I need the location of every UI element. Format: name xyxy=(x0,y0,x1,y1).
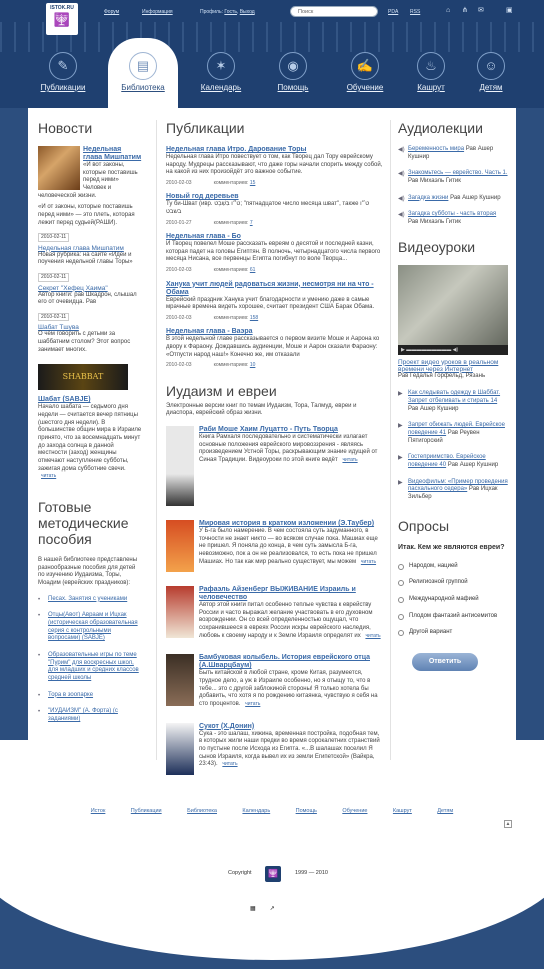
book-title[interactable]: Сукот (Х.Донин) xyxy=(199,722,255,730)
methodical-intro: В нашей библиотеке представлены разнообразные пособия для детей по изучению Иудаизма, Торы, Моадим (еврейских праздников): xyxy=(38,556,138,586)
read-more-link[interactable]: читать xyxy=(342,457,358,464)
speaker-icon: ◀) xyxy=(398,195,405,202)
footer-nav xyxy=(28,808,516,815)
poll-option-label: Народом, нацией xyxy=(409,562,458,569)
video-icon: ▶ xyxy=(398,479,403,486)
footer-link[interactable]: Исток xyxy=(90,808,106,814)
news-item xyxy=(38,285,142,325)
methodical-link[interactable]: "ИУДАИЗМ" (А. Форта) (с заданиями) xyxy=(48,708,118,723)
footer-link[interactable]: Детям xyxy=(437,808,454,814)
news-text: «И вот законы, которые поставишь перед ними» Человек и человеческой жизни. xyxy=(38,162,138,199)
nav-label: Библиотека xyxy=(121,83,165,92)
logout-link[interactable]: Выход xyxy=(239,9,255,15)
news-text: Новая рубрика: на сайте «Идеи и поучения недельной главы Торы» xyxy=(38,251,133,266)
poll-option-label: Другой вариант xyxy=(409,629,453,636)
book-text-body: У Б-га было намерение. В чем состояла суть задуманного, в точности не знает никто — во всяком случае пока. Машиах еще не пришел. Я поняла до конца, в чем суть замысла Б-га, невозможно, пок а он не реализовался, то есть пока не пришел Машиах. Но так как мир реально существует, мы можем xyxy=(199,528,378,565)
comments-count[interactable]: 61 xyxy=(249,267,256,274)
publication-date: 2010-01-27 xyxy=(166,219,192,226)
lectures-heading: Аудиолекции xyxy=(398,120,483,136)
poll-option[interactable] xyxy=(398,613,508,621)
video-link[interactable]: Как следывать одежду в Шаббат. Запрет отбеливать и стирать 14 xyxy=(408,390,501,405)
search-input[interactable]: Поиск xyxy=(290,6,378,17)
poll-heading: Опросы xyxy=(398,517,450,534)
book-text-body: Автор этой книги питал особенно теплые чувства к еврейству России и часто выражал желание участвовать в его духовном возрождении. Он со всей определенностью ощущал, что сохранившееся в евреях России искры еврейского наследия, любовь к своему народу и к Земле Израиля определят их xyxy=(199,602,373,639)
read-more-link[interactable]: читать xyxy=(41,473,57,480)
poll-option[interactable] xyxy=(398,563,508,571)
copyright-years: 1999 — 2010 xyxy=(294,870,328,877)
lecture-item xyxy=(398,170,508,185)
lecture-author: Рав Ашер Кушнир xyxy=(408,146,494,160)
speaker-icon: ◀) xyxy=(398,171,405,178)
nav-kids[interactable] xyxy=(456,48,526,108)
news-date: 2010-02-11 xyxy=(38,233,69,241)
book-item xyxy=(166,723,383,775)
arrow-icon[interactable]: ↗ xyxy=(269,906,275,912)
book-text xyxy=(199,434,383,465)
video-controls[interactable]: ▶ ▬▬▬▬▬▬▬▬▬ ◀) xyxy=(398,345,508,355)
publication-text: Ту би-Шват (ивр. ט״ו בִּשְׁבָט; "пятнадцатое число месяца шват", также ט״ו בשבט xyxy=(166,201,370,216)
book-title[interactable]: Мировая история в кратком изложении (Э.Таубер) xyxy=(199,520,375,528)
nav-label: Детям xyxy=(479,83,503,92)
header: ISTOK.RU 🕎 Форум Информация Профиль: Гость, Выход Поиск PDA RSS ⌂ ⋔ ✉ ▣ ✎ Публикации ▤ Библиотека ✶ Календарь ◉ Помощь ✍ Обучение ♨ Кашрут ☺ Детям xyxy=(0,0,544,108)
news-heading: Новости xyxy=(38,120,93,136)
video-item xyxy=(398,454,508,469)
methodical-link[interactable]: Образовательные игры по теме "Пурим" для воскресных школ, для младших и средних классов средней школы xyxy=(48,652,139,682)
lecture-author: Рав Михаэль Гитик xyxy=(408,219,461,226)
comments-label: комментариев: xyxy=(213,219,249,226)
publication-date: 2010-02-03 xyxy=(166,314,192,321)
news-item xyxy=(38,324,142,354)
news-text: О чём говорить с детьми за шаббатним столом? Этот вопрос занимает многих. xyxy=(38,331,131,353)
books-icon: ▤ xyxy=(129,52,157,80)
book-item xyxy=(166,520,383,572)
news-title[interactable]: Шабат Тшува xyxy=(38,324,79,332)
book-text xyxy=(199,731,383,769)
publication-item xyxy=(166,233,383,273)
bullet-icon: • xyxy=(38,709,41,716)
publication-date: 2010-02-03 xyxy=(166,180,192,187)
nav-label: Кашрут xyxy=(417,83,445,92)
kids-icon: ☺ xyxy=(477,52,505,80)
lecture-link[interactable]: Загадка субботы - часть вторая xyxy=(408,211,497,218)
profile-label: Профиль: xyxy=(200,9,223,15)
nav-calendar[interactable] xyxy=(186,48,256,108)
nav-label: Помощь xyxy=(277,83,309,92)
right-column xyxy=(398,120,508,671)
book-cover[interactable] xyxy=(166,723,194,775)
mail-icon[interactable]: ✉ xyxy=(478,7,484,14)
methodical-link[interactable]: Отцы(Авот) Авраам и Ицхак (историческая образовательная серия с контрольными вопросами) (SABJE) xyxy=(48,612,138,642)
vote-button[interactable]: Ответить xyxy=(412,653,478,671)
radio-button[interactable] xyxy=(398,580,404,586)
book-text xyxy=(199,670,383,708)
radio-button[interactable] xyxy=(398,614,404,620)
judaism-intro: Электронные версии книг по темам Иудаизм, Тора, Талмуд, евреи и диаспора, еврейский образ жизни. xyxy=(166,402,357,417)
book-text xyxy=(199,602,383,640)
scroll-top-icon[interactable]: ▲ xyxy=(505,821,511,827)
copyright-label: Copyright xyxy=(228,870,252,877)
video-author: Рав Ашер Кушнир xyxy=(447,462,499,469)
video-player[interactable] xyxy=(398,265,508,355)
news-image[interactable] xyxy=(38,146,80,190)
videos-heading: Видеоуроки xyxy=(398,238,476,255)
kashrut-icon: ♨ xyxy=(417,52,445,80)
copyright-block xyxy=(228,866,328,882)
video-author: Рав Реувен Пятигорский xyxy=(408,430,480,444)
radio-button[interactable] xyxy=(398,564,404,570)
info-link[interactable]: Информация xyxy=(142,9,173,15)
book-title[interactable]: Бамбуковая колыбель. История еврейского отца (А.Шварцбаум) xyxy=(199,654,370,670)
calendar-icon: ✶ xyxy=(207,52,235,80)
nav-label: Календарь xyxy=(200,83,242,92)
methodical-item xyxy=(38,612,142,643)
methodical-list xyxy=(38,596,142,724)
book-text xyxy=(199,528,383,566)
shabat-text xyxy=(38,404,142,481)
book-cover[interactable] xyxy=(166,654,194,706)
pda-link[interactable]: PDA xyxy=(388,9,399,15)
video-main-author: Рав Гедалья Горфельд, Рязань xyxy=(398,372,486,379)
nav-library[interactable] xyxy=(108,38,178,108)
publication-title[interactable]: Недельная глава Итро. Дарование Торы xyxy=(166,146,307,153)
video-item xyxy=(398,422,508,445)
footer-logo-icon[interactable]: 🕎 xyxy=(265,866,281,882)
sitemap-icon[interactable]: ⋔ xyxy=(462,7,468,14)
lecture-link[interactable]: Знакомьтесь — еврейство. Часть 1. xyxy=(408,170,508,177)
methodical-item xyxy=(38,652,142,683)
methodical-item xyxy=(38,692,142,700)
radio-button[interactable] xyxy=(398,630,404,636)
publication-title[interactable]: Недельная глава - Бо xyxy=(166,233,241,241)
counter-icon[interactable]: ▦ xyxy=(250,906,256,912)
radio-button[interactable] xyxy=(398,597,404,603)
news-title[interactable]: Секрет "Хефец Хаима" xyxy=(38,284,108,292)
forum-link[interactable]: Форум xyxy=(104,9,120,15)
help-icon: ◉ xyxy=(279,52,307,80)
comments-count[interactable]: 10 xyxy=(249,362,256,369)
footer-link[interactable]: Публикации xyxy=(130,808,162,814)
video-item xyxy=(398,390,508,413)
bullet-icon: • xyxy=(38,613,41,620)
read-more-link[interactable]: читать xyxy=(360,558,377,565)
book-item xyxy=(166,654,383,708)
speaker-icon: ◀) xyxy=(398,147,405,153)
methodical-link[interactable]: Тора в зоопарке xyxy=(48,691,94,698)
methodical-link[interactable]: Песах. Занятия с учениками xyxy=(48,595,128,602)
publication-title[interactable]: Недельная глава - Ваэра xyxy=(166,328,253,336)
video-icon: ▶ xyxy=(398,455,403,462)
print-icon[interactable]: ▣ xyxy=(506,7,513,14)
news-text-extra: «И от законы, которые поставишь перед ними» — это плеть, которая лежит перед судьей(РАШИ). xyxy=(38,204,135,226)
footer-link[interactable]: Библиотека xyxy=(187,808,217,814)
methodical-item xyxy=(38,596,142,604)
news-title[interactable]: Недельная глава Мишпатим xyxy=(83,146,142,161)
methodical-heading: Готовые методические пособия xyxy=(38,498,129,547)
poll-option[interactable] xyxy=(398,629,508,637)
lecture-item xyxy=(398,195,508,203)
lecture-item xyxy=(398,146,508,161)
book-cover[interactable] xyxy=(166,520,194,572)
footer-link[interactable]: Кашрут xyxy=(392,808,412,814)
main-content xyxy=(28,108,516,828)
publication-date: 2010-02-03 xyxy=(166,362,192,369)
nav-label: Обучение xyxy=(346,83,384,92)
footer-link[interactable]: Календарь xyxy=(242,808,271,814)
methodical-item xyxy=(38,708,142,723)
publication-text: Еврейский праздник Ханука учит благодарности и умению даже в самые мрачные времена видеть хорошее, считает президент США Барак Обама. xyxy=(166,296,375,311)
publication-item xyxy=(166,328,383,368)
center-column xyxy=(166,120,383,789)
book-cover[interactable] xyxy=(166,426,194,506)
site-logo[interactable] xyxy=(46,3,78,35)
video-icon: ▶ xyxy=(398,423,403,430)
video-link[interactable]: Гостеприимство. Еврейское поведение 40 xyxy=(408,454,486,469)
publication-text: Недельная глава Итро повествует о том, как Творец дал Тору еврейскому народу. Мудрецы рассказывают, что даже горы начали спорить между собой, на какой из них произойдёт это важное событие. xyxy=(166,154,383,176)
judaism-heading: Иудаизм и евреи xyxy=(166,382,277,399)
book-title[interactable]: Рафаэль Айзенберг ВЫЖИВАНИЕ Израиль и человечество xyxy=(199,586,356,602)
video-icon: ▶ xyxy=(398,391,403,398)
logo-text: ISTOK.RU xyxy=(50,5,74,11)
book-item xyxy=(166,586,383,640)
poll-option-label: Международной мафией xyxy=(409,596,479,603)
book-text-body: Быть китайской в любой стране, кроме Китая, разумеется, трудное дело, а уж в Израиле особенно, но я отыщу то, что в тебе... это с другой заблокиной стороны! Я только хотела бы добавить, что хотя я по рождению китаянка, чувствую я себя на сто процентов. xyxy=(199,670,378,708)
bullet-icon: • xyxy=(38,653,41,660)
comments-label: комментариев: xyxy=(213,267,249,274)
news-item xyxy=(38,245,142,285)
divider xyxy=(390,120,391,760)
lecture-item xyxy=(398,211,508,226)
news-item xyxy=(38,146,142,245)
read-more-link[interactable]: читать xyxy=(365,632,381,639)
menorah-icon: 🕎 xyxy=(53,12,71,28)
comments-label: комментариев: xyxy=(213,314,249,321)
news-date: 2010-02-11 xyxy=(38,273,69,281)
poll-option-label: Плодом фантазий антисемитов xyxy=(409,612,498,619)
counters xyxy=(250,906,300,914)
publication-item xyxy=(166,281,383,322)
video-author: Рав Ашер Кушнир xyxy=(408,405,459,412)
shabat-title[interactable]: Шабат (SABJE) xyxy=(38,396,91,404)
video-link[interactable]: Видеофильм: «Пример проведения пасхального седера» xyxy=(408,478,508,493)
book-text-body: Книга Рамхаля последовательно и систематически излагает основные положения еврейского мировоззрения - являясь произведением Устной Торы, раскрывающим знание идущей от Синая Традиции. Видеоуроки по этой книге ведёт xyxy=(199,434,378,464)
divider xyxy=(156,120,157,760)
publication-item xyxy=(166,193,383,226)
comments-count[interactable]: 15 xyxy=(249,180,256,187)
shabat-text-body: Начало шабата — седьмого дня недели — считается вечер пятницы (шестого дня недели). В большинстве общин мира в Израиле принято, что за восемнадцать минут до захода солнца в данной местности (заход) женщины отмечают наступление субботы, зажигая дома субботние свечи. xyxy=(38,404,142,472)
publication-text: И Творец повелел Моше рассказать евреям о десятой и последней казни, которая падет на головы Египтян. В полночь, четырнадцатого числа первого месяца Нисана, все первенцы Египта погибнут по воле Творца... xyxy=(166,241,381,263)
video-main-title[interactable]: Проект видео уроков в реальном времени через Интернет xyxy=(398,358,499,373)
nav-publications[interactable] xyxy=(28,48,98,108)
publication-item xyxy=(166,146,383,186)
learning-icon: ✍ xyxy=(351,52,379,80)
rss-link[interactable]: RSS xyxy=(410,9,421,15)
publication-title[interactable]: Ханука учит людей радоваться жизни, несмотря ни на что - Обама xyxy=(166,280,374,296)
poll-option[interactable] xyxy=(398,596,508,604)
lecture-link[interactable]: Загадка жизни xyxy=(408,194,449,201)
home-icon[interactable]: ⌂ xyxy=(446,7,451,14)
scroll-icon: ✎ xyxy=(49,52,77,80)
bullet-icon: • xyxy=(38,692,41,699)
comments-count[interactable]: 7 xyxy=(249,219,253,226)
book-cover[interactable] xyxy=(166,586,194,638)
nav-label: Публикации xyxy=(40,83,86,92)
footer-link[interactable]: Обучение xyxy=(342,808,368,814)
news-title[interactable]: Недельная глава Мишпатим xyxy=(38,244,124,252)
read-more-link[interactable]: читать xyxy=(245,701,261,708)
publications-heading: Публикации xyxy=(166,120,245,136)
video-item xyxy=(398,479,508,502)
comments-label: комментариев: xyxy=(213,180,249,187)
shabat-banner[interactable]: SHABBAT xyxy=(38,364,128,390)
lecture-author: Рав Михаэль Гитик xyxy=(408,178,461,185)
book-text-body: Сука - это шалаш, хижина, временная постройка, подобная тем, в которых жили наши предки во время сорокалетних странствий по пустыне после Исхода из Египта. «...В шалашах поселил Я сынов Израиля, когда вывел их из земли Египетской» (Вайкра, 23:43). xyxy=(199,730,380,768)
bullet-icon: • xyxy=(38,596,41,603)
news-text: Автор книги: рав Шкадрон, слышал его от очевидца. Рав xyxy=(38,291,137,306)
read-more-link[interactable]: читать xyxy=(222,761,238,768)
poll-question: Итак. Кем же являются евреи? xyxy=(398,543,505,551)
publication-title[interactable]: Новый год деревьев xyxy=(166,193,239,201)
nav-help[interactable] xyxy=(258,48,328,108)
video-link[interactable]: Запрет обижать людей. Еврейское поведение 41 xyxy=(408,422,505,437)
main-nav xyxy=(0,48,544,108)
book-item xyxy=(166,426,383,506)
guest-link[interactable]: Гость xyxy=(224,9,237,15)
comments-count[interactable]: 158 xyxy=(249,314,259,321)
poll-option-label: Религиозной группой xyxy=(409,579,468,586)
left-column xyxy=(38,120,142,733)
nav-learning[interactable] xyxy=(330,48,400,108)
lecture-link[interactable]: Беременность мира xyxy=(408,146,465,152)
video-author: Рав Ицхак Зильбер xyxy=(408,486,498,501)
footer-link[interactable]: Помощь xyxy=(295,808,317,814)
poll-option[interactable] xyxy=(398,579,508,587)
news-date: 2010-02-11 xyxy=(38,313,69,321)
lecture-author: Рав Ашер Кушнир xyxy=(450,194,501,201)
book-title[interactable]: Раби Моше Хаим Луцатто - Путь Творца xyxy=(199,426,338,434)
speaker-icon: ◀) xyxy=(398,212,405,219)
publication-date: 2010-02-03 xyxy=(166,267,192,274)
comments-label: комментариев: xyxy=(213,362,249,369)
publication-text: В этой недельной главе рассказывается о первом визите Моше и Аарона ко двору к Фараону. Дождавшись аудиенции, Моше и Аарон сказали Фараону: «Отпусти народ наш!» Конечно же, им отказали xyxy=(166,336,380,358)
